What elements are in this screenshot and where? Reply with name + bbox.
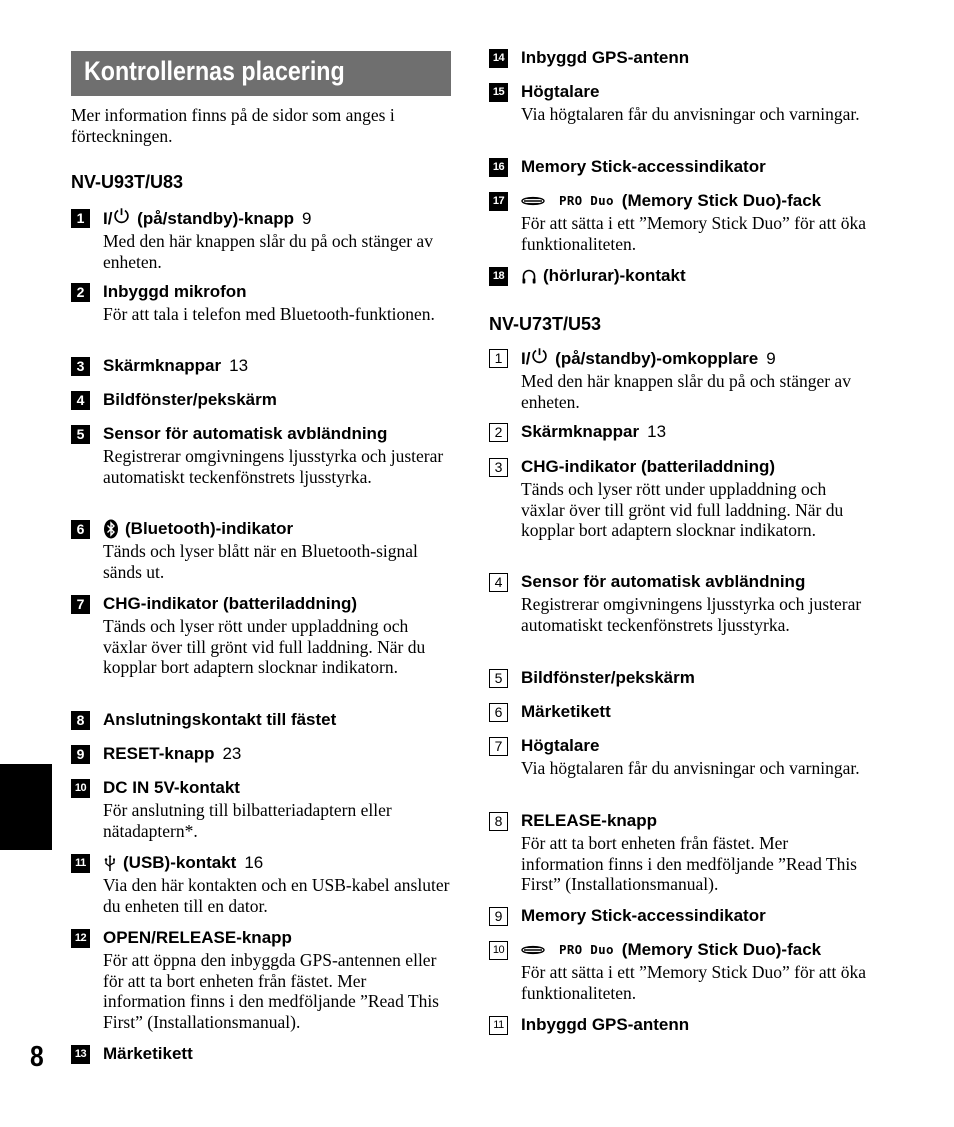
list-item — [489, 667, 869, 689]
item-number: 5 — [489, 669, 508, 688]
item-heading — [71, 207, 451, 230]
page-reference: 13 — [647, 422, 667, 441]
item-number: 8 — [489, 812, 508, 831]
item-number: 18 — [489, 267, 508, 286]
item-description: För anslutning till bilbatteriadaptern eller nätadaptern*. — [103, 800, 392, 841]
item-label: RESET-knapp — [103, 744, 215, 763]
item-label: Sensor för automatisk avbländning — [103, 424, 388, 443]
list-item — [71, 593, 451, 678]
item-label: Inbyggd mikrofon — [103, 282, 247, 301]
item-description: Via högtalaren får du anvisningar och varningar. — [521, 758, 860, 778]
item-heading — [489, 421, 869, 443]
item-number: 9 — [71, 745, 90, 764]
item-number: 13 — [71, 1045, 90, 1064]
item-number: 6 — [71, 520, 90, 539]
item-heading — [71, 281, 451, 303]
item-description: Tänds och lyser blått när en Bluetooth-signal sänds ut. — [103, 541, 418, 582]
item-number: 10 — [489, 941, 508, 960]
list-item — [489, 571, 869, 635]
item-description: Registrerar omgivningens ljusstyrka och justerar automatiskt teckenfönstrets ljusstyrka. — [521, 594, 862, 635]
list-item — [489, 190, 869, 254]
item-label: I/ (på/standby)-omkopplare — [521, 349, 759, 368]
list-item — [71, 207, 451, 272]
memory-stick-icon — [521, 194, 545, 208]
item-number: 11 — [71, 854, 90, 873]
list-item — [71, 281, 451, 325]
item-label: (Memory Stick Duo)-fack — [621, 940, 822, 959]
page-title: Kontrollernas placering — [84, 56, 345, 86]
item-label: Skärmknappar — [521, 422, 640, 441]
list-item — [71, 743, 451, 765]
item-label: Memory Stick-accessindikator — [521, 906, 766, 925]
chapter-tab — [0, 764, 52, 850]
item-label: (hörlurar)-kontakt — [543, 266, 686, 285]
list-item — [71, 709, 451, 731]
item-description: Med den här knappen slår du på och stänger av enheten. — [103, 231, 433, 272]
item-label: Memory Stick-accessindikator — [521, 157, 766, 176]
list-item — [71, 1043, 451, 1065]
memory-stick-icon — [521, 943, 545, 957]
list-item — [489, 1014, 869, 1036]
item-label: Inbyggd GPS-antenn — [521, 1015, 690, 1034]
item-label: Bildfönster/pekskärm — [103, 390, 277, 409]
item-label: RELEASE-knapp — [521, 811, 658, 830]
pro-duo-logo-text: PRO Duo — [559, 193, 614, 208]
list-item — [489, 81, 869, 125]
item-number: 2 — [71, 283, 90, 302]
item-number: 6 — [489, 703, 508, 722]
right-model-heading: NV-U73T/U53 — [489, 314, 602, 334]
item-label-text: (på/standby)-knapp — [132, 209, 294, 228]
item-number: 2 — [489, 423, 508, 442]
list-item — [489, 156, 869, 178]
list-item — [71, 927, 451, 1032]
item-heading — [489, 456, 869, 478]
page-reference: 9 — [301, 208, 312, 228]
item-number: 17 — [489, 192, 508, 211]
item-heading — [71, 743, 451, 765]
item-number: 15 — [489, 83, 508, 102]
item-label: Bildfönster/pekskärm — [521, 668, 695, 687]
item-label: Märketikett — [103, 1044, 193, 1063]
item-label: I/ (på/standby)-knapp — [103, 209, 294, 228]
item-label: Skärmknappar — [103, 356, 222, 375]
page-reference: 23 — [222, 744, 242, 763]
item-number: 11 — [489, 1016, 508, 1035]
list-item — [489, 347, 869, 412]
list-item — [489, 47, 869, 69]
item-number: 10 — [71, 779, 90, 798]
item-number: 7 — [489, 737, 508, 756]
item-description: Med den här knappen slår du på och stänger av enheten. — [521, 371, 851, 412]
memory-stick-logo — [521, 190, 614, 212]
headphones-icon — [521, 268, 537, 285]
item-description: För att tala i telefon med Bluetooth-funktionen. — [103, 304, 435, 324]
list-item — [489, 701, 869, 723]
item-description: För att sätta i ett ”Memory Stick Duo” för att öka funktionaliteten. — [521, 962, 867, 1003]
item-heading — [71, 1043, 451, 1065]
item-number: 4 — [71, 391, 90, 410]
item-description: Via den här kontakten och en USB-kabel ansluter du enheten till en dator. — [103, 875, 450, 916]
item-heading — [489, 571, 869, 593]
item-heading — [489, 810, 869, 832]
list-item — [71, 777, 451, 841]
title-bar — [71, 51, 451, 96]
list-item — [489, 421, 869, 443]
item-heading — [489, 735, 869, 757]
intro-text: Mer information finns på de sidor som anges i förteckningen. — [71, 105, 395, 146]
list-item — [489, 735, 869, 779]
list-item — [71, 423, 451, 487]
item-description: Registrerar omgivningens ljusstyrka och justerar automatiskt teckenfönstrets ljusstyrka. — [103, 446, 444, 487]
item-label: OPEN/RELEASE-knapp — [103, 928, 292, 947]
item-label: DC IN 5V-kontakt — [103, 778, 240, 797]
item-number: 12 — [71, 929, 90, 948]
item-label: (Memory Stick Duo)-fack — [621, 191, 822, 210]
item-number: 1 — [489, 349, 508, 368]
item-heading — [489, 1014, 869, 1036]
power-icon — [531, 347, 548, 364]
item-label: (Bluetooth)-indikator — [125, 519, 294, 538]
list-item — [489, 265, 869, 287]
list-item — [71, 355, 451, 377]
item-heading — [489, 265, 869, 287]
item-heading — [71, 355, 451, 377]
item-heading — [71, 518, 451, 540]
item-number: 3 — [71, 357, 90, 376]
item-heading — [489, 939, 869, 961]
page-reference: 16 — [244, 853, 264, 872]
item-label: Sensor för automatisk avbländning — [521, 572, 806, 591]
item-heading — [71, 389, 451, 411]
page-reference: 13 — [229, 356, 249, 375]
list-item — [489, 810, 869, 895]
item-number: 1 — [71, 209, 90, 228]
item-description: För att ta bort enheten från fästet. Mer information finns i den medföljande ”Read This First” (Installationsmanual). — [521, 833, 857, 894]
list-item — [71, 852, 451, 916]
item-label: CHG-indikator (batteriladdning) — [103, 594, 358, 613]
item-number: 16 — [489, 158, 508, 177]
item-number: 5 — [71, 425, 90, 444]
item-label: Inbyggd GPS-antenn — [521, 48, 690, 67]
item-label: Högtalare — [521, 82, 600, 101]
item-label: Märketikett — [521, 702, 611, 721]
list-item — [489, 905, 869, 927]
item-heading — [489, 347, 869, 370]
item-heading — [489, 667, 869, 689]
item-description: För att sätta i ett ”Memory Stick Duo” för att öka funktionaliteten. — [521, 213, 867, 254]
left-model-heading: NV-U93T/U83 — [71, 172, 184, 192]
item-heading — [489, 905, 869, 927]
item-heading — [71, 777, 451, 799]
item-label: (USB)-kontakt — [123, 853, 237, 872]
item-heading — [489, 47, 869, 69]
page-reference: 9 — [766, 348, 776, 368]
item-label: Anslutningskontakt till fästet — [103, 710, 337, 729]
item-number: 7 — [71, 595, 90, 614]
list-item — [489, 456, 869, 541]
item-heading — [71, 593, 451, 615]
item-label: CHG-indikator (batteriladdning) — [521, 457, 776, 476]
item-heading — [489, 156, 869, 178]
memory-stick-logo — [521, 939, 614, 961]
bluetooth-icon — [103, 519, 119, 539]
item-label-text: (på/standby)-omkopplare — [550, 349, 759, 368]
list-item — [71, 518, 451, 582]
item-heading — [489, 190, 869, 212]
list-item — [489, 939, 869, 1003]
item-heading — [71, 709, 451, 731]
item-description: Tänds och lyser rött under uppladdning och växlar över till grönt vid full laddning. När du kopplar bort adaptern slocknar indikatorn. — [521, 479, 844, 540]
item-heading — [71, 927, 451, 949]
item-heading — [71, 423, 451, 445]
item-number: 9 — [489, 907, 508, 926]
item-number: 8 — [71, 711, 90, 730]
item-description: Via högtalaren får du anvisningar och varningar. — [521, 104, 860, 124]
item-number: 3 — [489, 458, 508, 477]
pro-duo-logo-text: PRO Duo — [559, 942, 614, 957]
item-description: Tänds och lyser rött under uppladdning och växlar över till grönt vid full laddning. När du kopplar bort adaptern slocknar indikatorn. — [103, 616, 426, 677]
usb-icon — [103, 854, 117, 872]
page-number: 8 — [30, 1041, 44, 1073]
item-heading — [489, 81, 869, 103]
list-item — [71, 389, 451, 411]
item-description: För att öppna den inbyggda GPS-antennen eller för att ta bort enheten från fästet. Mer information finns i den medföljande ”Read This First” (Installationsmanual). — [103, 950, 439, 1032]
item-number: 14 — [489, 49, 508, 68]
power-icon — [113, 207, 130, 224]
item-heading — [489, 701, 869, 723]
item-heading — [71, 852, 451, 874]
item-label: Högtalare — [521, 736, 600, 755]
item-number: 4 — [489, 573, 508, 592]
